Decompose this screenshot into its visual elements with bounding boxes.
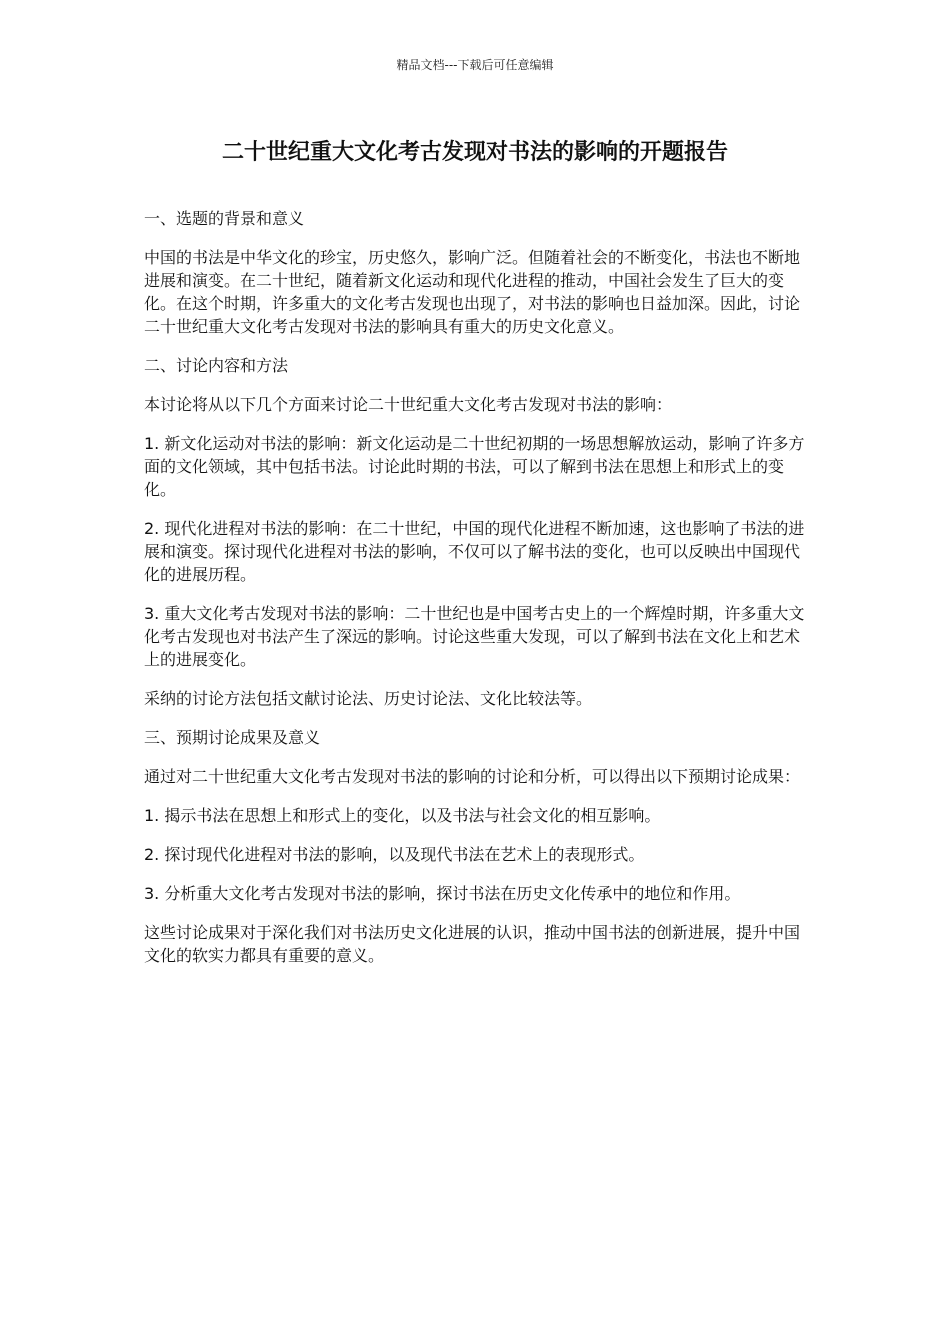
header-note: 精品文档---下载后可任意编辑 [396,58,554,72]
section-3-item-1: 1. 揭示书法在思想上和形式上的变化，以及书法与社会文化的相互影响。 [144,806,661,825]
section-1-heading: 一、选题的背景和意义 [144,209,305,228]
section-3-item-3: 3. 分析重大文化考古发现对书法的影响，探讨书法在历史文化传承中的地位和作用。 [144,884,741,903]
document-title: 二十世纪重大文化考古发现对书法的影响的开题报告 [221,140,728,165]
section-3-conclusion: 这些讨论成果对于深化我们对书法历史文化进展的认识，推动中国书法的创新进展，提升中国文化的软实力都具有重要的意义。 [144,923,801,965]
section-2-item-3: 3. 重大文化考古发现对书法的影响：二十世纪也是中国考古史上的一个辉煌时期，许多重大文化考古发现也对书法产生了深远的影响。讨论这些重大发现，可以了解到书法在文化上和艺术上的进展变化。 [144,604,805,669]
section-2-item-2: 2. 现代化进程对书法的影响：在二十世纪，中国的现代化进程不断加速，这也影响了书法的进展和演变。探讨现代化进程对书法的影响，不仅可以了解书法的变化，也可以反映出中国现代化的进展历程。 [144,519,805,584]
section-1-paragraph: 中国的书法是中华文化的珍宝，历史悠久，影响广泛。但随着社会的不断变化，书法也不断地进展和演变。在二十世纪，随着新文化运动和现代化进程的推动，中国社会发生了巨大的变化。在这个时期，许多重大的文化考古发现也出现了，对书法的影响也日益加深。因此，讨论二十世纪重大文化考古发现对书法的影响具有重大的历史文化意义。 [144,248,801,336]
section-3-heading: 三、预期讨论成果及意义 [144,728,321,747]
section-3-item-2: 2. 探讨现代化进程对书法的影响，以及现代书法在艺术上的表现形式。 [144,845,645,864]
section-2-method: 采纳的讨论方法包括文献讨论法、历史讨论法、文化比较法等。 [144,689,593,708]
document-body [144,207,806,983]
section-2-heading: 二、讨论内容和方法 [144,356,289,375]
section-2-intro: 本讨论将从以下几个方面来讨论二十世纪重大文化考古发现对书法的影响： [144,395,673,414]
section-3-intro: 通过对二十世纪重大文化考古发现对书法的影响的讨论和分析，可以得出以下预期讨论成果： [144,767,801,786]
section-2-item-1: 1. 新文化运动对书法的影响：新文化运动是二十世纪初期的一场思想解放运动，影响了许多方面的文化领域，其中包括书法。讨论此时期的书法，可以了解到书法在思想上和形式上的变化。 [144,434,805,499]
